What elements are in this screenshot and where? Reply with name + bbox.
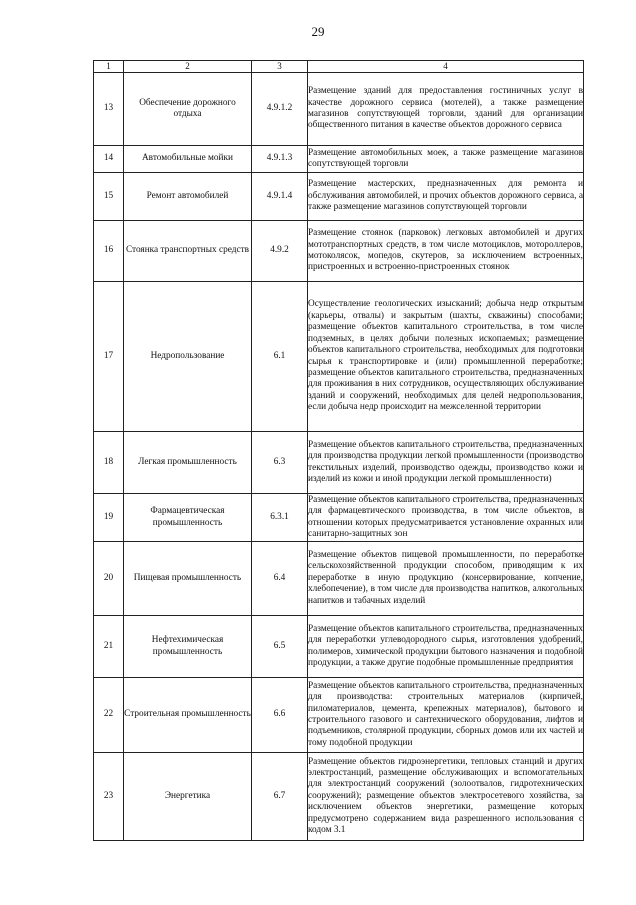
- column-header: 3: [252, 61, 308, 73]
- table-row: [94, 542, 584, 616]
- use-type-name: Нефтехимическая промышленность: [124, 616, 252, 678]
- row-number: 18: [94, 432, 124, 494]
- table-header-row: [94, 61, 584, 73]
- use-type-name: Недропользование: [124, 282, 252, 432]
- table-row: [94, 753, 584, 841]
- column-header: 2: [124, 61, 252, 73]
- land-use-table: [93, 60, 584, 841]
- row-number: 23: [94, 753, 124, 841]
- column-header: 4: [308, 61, 584, 73]
- use-type-code: 6.7: [252, 753, 308, 841]
- table-row: [94, 616, 584, 678]
- table-row: [94, 221, 584, 282]
- use-type-name: Фармацевтическая промышленность: [124, 494, 252, 542]
- use-type-description: Размещение зданий для предоставления гостиничных услуг в качестве дорожного сервиса (мотелей), а также размещение магазинов сопутствующей торговли, зданий для организации общественного питания в качестве объектов дорожного сервиса: [308, 73, 584, 146]
- use-type-code: 6.3.1: [252, 494, 308, 542]
- use-type-code: 6.1: [252, 282, 308, 432]
- use-type-name: Обеспечение дорожного отдыха: [124, 73, 252, 146]
- use-type-code: 6.4: [252, 542, 308, 616]
- table-row: [94, 173, 584, 221]
- row-number: 14: [94, 146, 124, 173]
- page-number: 29: [311, 24, 325, 39]
- use-type-description: Размещение объектов капитального строительства, предназначенных для переработки углеводородного сырья, изготовления удобрений, полимеров, химической продукции бытового назначения и подобной продукции, а также другие подобные промышленные предприятия: [308, 616, 584, 678]
- use-type-description: Размещение мастерских, предназначенных для ремонта и обслуживания автомобилей, и прочих объектов дорожного сервиса, а также размещение магазинов сопутствующей торговли: [308, 173, 584, 221]
- use-type-description: Осуществление геологических изысканий; добыча недр открытым (карьеры, отвалы) и закрытым (шахты, скважины) способами; размещение объектов капитального строительства, в том числе подземных, в целях добычи полезных ископаемых; размещение объектов капитального строительства, необходимых для подготовки сырья к транспортировке и (или) промышленной переработке; размещение объектов капитального строительства, предназначенных для проживания в них сотрудников, осуществляющих обслуживание зданий и сооружений, необходимых для целей недропользования, если добыча недр происходит на межселенной территории: [308, 282, 584, 432]
- use-type-code: 4.9.2: [252, 221, 308, 282]
- use-type-code: 6.5: [252, 616, 308, 678]
- use-type-code: 4.9.1.4: [252, 173, 308, 221]
- use-type-name: Автомобильные мойки: [124, 146, 252, 173]
- use-type-name: Легкая промышленность: [124, 432, 252, 494]
- table-row: [94, 494, 584, 542]
- table-row: [94, 73, 584, 146]
- use-type-description: Размещение объектов капитального строительства, предназначенных для производства продукции легкой промышленности (производство текстильных изделий, производство одежды, производство кожи и изделий из кожи и иной продукции легкой промышленности): [308, 432, 584, 494]
- use-type-name: Стоянка транспортных средств: [124, 221, 252, 282]
- use-type-name: Ремонт автомобилей: [124, 173, 252, 221]
- use-type-description: Размещение автомобильных моек, а также размещение магазинов сопутствующей торговли: [308, 146, 584, 173]
- column-header: 1: [94, 61, 124, 73]
- use-type-description: Размещение объектов капитального строительства, предназначенных для фармацевтического производства, в том числе объектов, в отношении которых предусматривается установление охранных или санитарно-защитных зон: [308, 494, 584, 542]
- use-type-description: Размещение стоянок (парковок) легковых автомобилей и других мототранспортных средств, в том числе мотоциклов, мотороллеров, мотоколясок, мопедов, скутеров, за исключением встроенных, пристроенных и встроенно-пристроенных стоянок: [308, 221, 584, 282]
- table-row: [94, 432, 584, 494]
- use-type-name: Пищевая промышленность: [124, 542, 252, 616]
- row-number: 19: [94, 494, 124, 542]
- use-type-code: 4.9.1.3: [252, 146, 308, 173]
- use-type-name: Энергетика: [124, 753, 252, 841]
- use-type-code: 6.6: [252, 678, 308, 753]
- use-type-description: Размещение объектов пищевой промышленности, по переработке сельскохозяйственной продукции способом, приводящим к их переработке в иную продукцию (консервирование, копчение, хлебопечение), в том числе для производства напитков, алкогольных напитков и табачных изделий: [308, 542, 584, 616]
- table-row: [94, 282, 584, 432]
- use-type-code: 6.3: [252, 432, 308, 494]
- row-number: 16: [94, 221, 124, 282]
- use-type-name: Строительная промышленность: [124, 678, 252, 753]
- row-number: 22: [94, 678, 124, 753]
- table-row: [94, 146, 584, 173]
- row-number: 13: [94, 73, 124, 146]
- use-type-description: Размещение объектов гидроэнергетики, тепловых станций и других электростанций, размещение обслуживающих и вспомогательных для электростанций сооружений (золоотвалов, гидротехнических сооружений); размещение объектов электросетевого хозяйства, за исключением объектов энергетики, размещение которых предусмотрено содержанием вида разрешенного использования с кодом 3.1: [308, 753, 584, 841]
- row-number: 20: [94, 542, 124, 616]
- use-type-code: 4.9.1.2: [252, 73, 308, 146]
- table-row: [94, 678, 584, 753]
- row-number: 21: [94, 616, 124, 678]
- row-number: 15: [94, 173, 124, 221]
- use-type-description: Размещение объектов капитального строительства, предназначенных для производства: строительных материалов (кирпичей, пиломатериалов, цемента, крепежных материалов), бытового и строительного газового и сантехнического оборудования, лифтов и подъемников, столярной продукции, сборных домов или их частей и тому подобной продукции: [308, 678, 584, 753]
- row-number: 17: [94, 282, 124, 432]
